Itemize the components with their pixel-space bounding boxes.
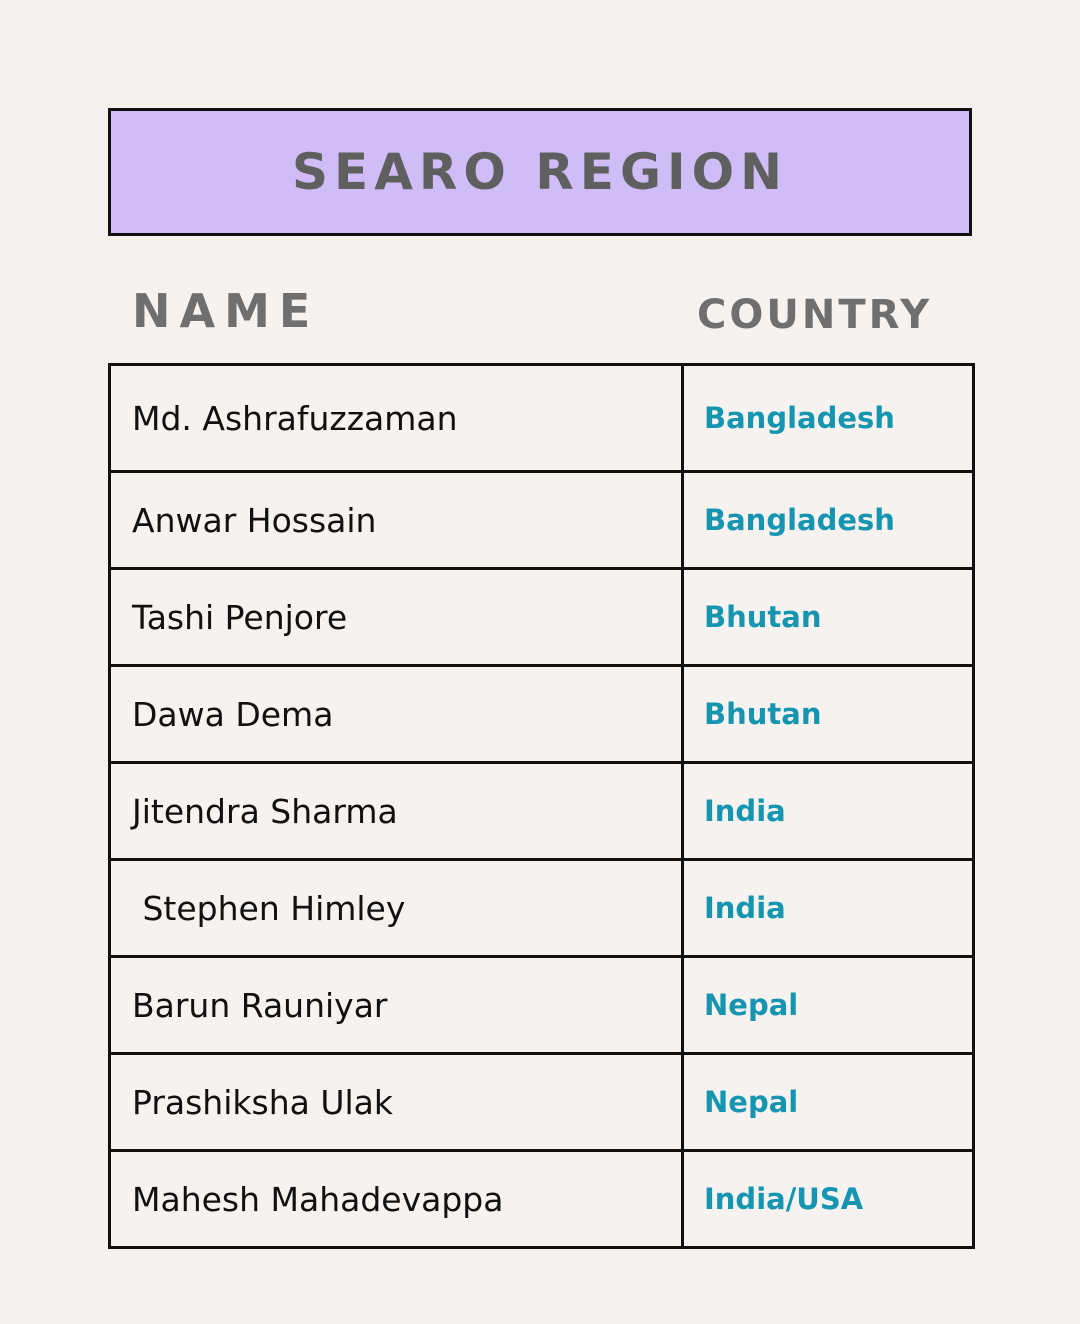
table-row: [110, 569, 974, 666]
table-row: [110, 472, 974, 569]
table-row: [110, 1151, 974, 1248]
column-header-country: COUNTRY: [697, 292, 933, 338]
country-cell: Bhutan: [683, 666, 974, 763]
country-cell: Nepal: [683, 957, 974, 1054]
name-cell: Anwar Hossain: [110, 472, 683, 569]
name-cell: Barun Rauniyar: [110, 957, 683, 1054]
name-cell: Prashiksha Ulak: [110, 1054, 683, 1151]
country-cell: Bangladesh: [683, 365, 974, 472]
table-row: [110, 1054, 974, 1151]
title-banner: [108, 108, 972, 236]
page-title: SEARO REGION: [292, 143, 788, 201]
roster-table: [108, 363, 975, 1249]
table-row: [110, 957, 974, 1054]
name-cell: Stephen Himley: [110, 860, 683, 957]
column-header-name: NAME: [132, 284, 320, 338]
country-cell: India: [683, 860, 974, 957]
table-row: [110, 763, 974, 860]
country-cell: Bhutan: [683, 569, 974, 666]
country-cell: India: [683, 763, 974, 860]
country-cell: Bangladesh: [683, 472, 974, 569]
table-row: [110, 860, 974, 957]
table-row: [110, 365, 974, 472]
name-cell: Jitendra Sharma: [110, 763, 683, 860]
table-row: [110, 666, 974, 763]
country-cell: Nepal: [683, 1054, 974, 1151]
name-cell: Tashi Penjore: [110, 569, 683, 666]
name-cell: Mahesh Mahadevappa: [110, 1151, 683, 1248]
name-cell: Dawa Dema: [110, 666, 683, 763]
name-cell: Md. Ashrafuzzaman: [110, 365, 683, 472]
country-cell: India/USA: [683, 1151, 974, 1248]
